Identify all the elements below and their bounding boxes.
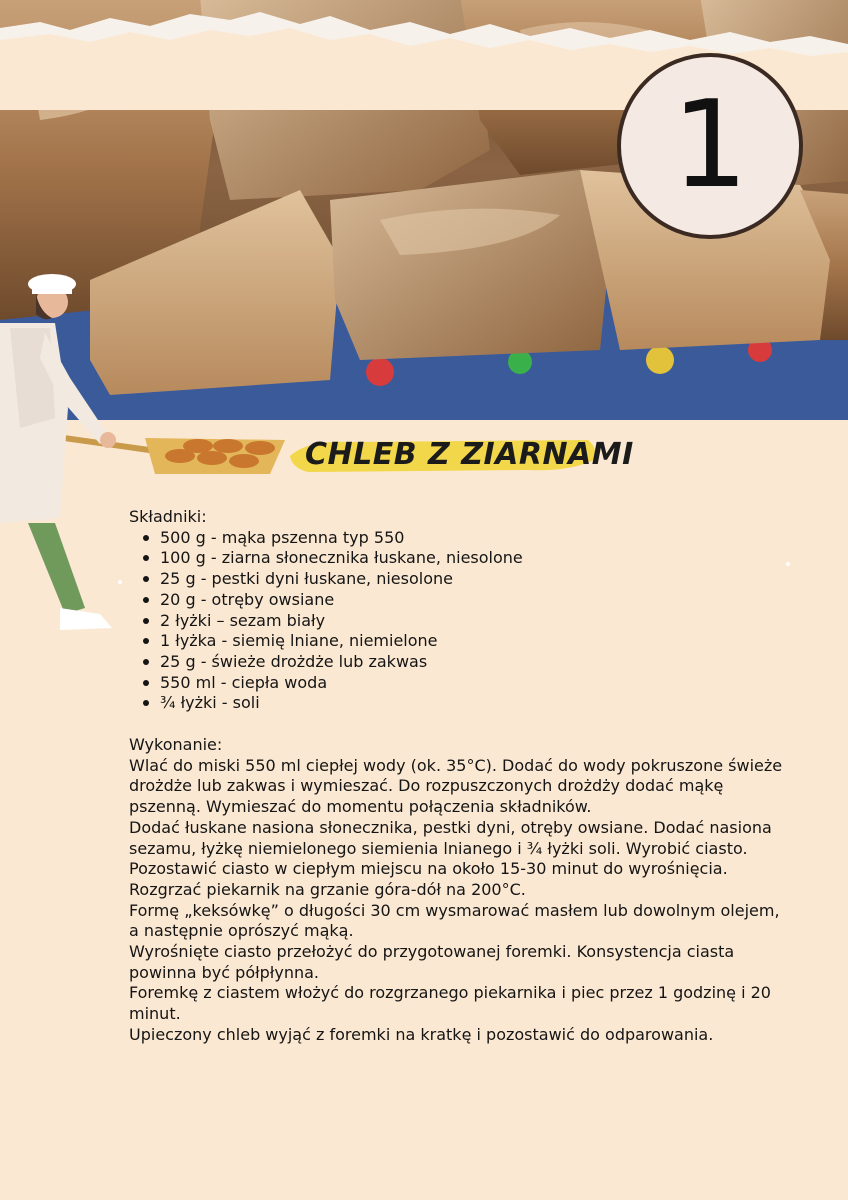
step-paragraph: Rozgrzać piekarnik na grzanie góra-dół na 200°C.: [129, 879, 526, 899]
step-paragraph: Wlać do miski 550 ml ciepłej wody (ok. 35°C). Dodać do wody pokruszone świeże drożdże lub zakwas i wymieszać. Do rozpuszczonych drożdży dodać mąkę pszenną. Wymieszać do momentu połączenia składników.: [129, 755, 783, 817]
ingredient-item: 2 łyżki – sezam biały: [160, 611, 789, 632]
ingredient-item: 500 g - mąka pszenna typ 550: [160, 528, 789, 549]
recipe-number: 1: [671, 76, 749, 215]
step-paragraph: Upieczony chleb wyjąć z foremki na kratkę i pozostawić do odparowania.: [129, 1024, 714, 1044]
step-paragraph: Pozostawić ciasto w ciepłym miejscu na około 15-30 minut do wyrośnięcia.: [129, 859, 728, 879]
recipe-number-badge: [617, 53, 803, 239]
step-paragraph: Dodać łuskane nasiona słonecznika, pestki dyni, otręby owsiane. Dodać nasiona sezamu, łyżkę niemielonego siemienia lnianego i ¾ łyżki soli. Wyrobić ciasto.: [129, 817, 772, 858]
ingredient-item: 25 g - świeże drożdże lub zakwas: [160, 652, 789, 673]
ingredient-item: 20 g - otręby owsiane: [160, 590, 789, 611]
step-paragraph: Formę „keksówkę” o długości 30 cm wysmarować masłem lub dowolnym olejem, a następnie oprószyć mąką.: [129, 900, 780, 941]
ingredient-item: ¾ łyżki - soli: [160, 693, 789, 714]
ingredients-list: [129, 528, 789, 714]
ingredient-item: 550 ml - ciepła woda: [160, 673, 789, 694]
ingredient-item: 1 łyżka - siemię lniane, niemielone: [160, 631, 789, 652]
steps-heading: Wykonanie:: [129, 735, 223, 755]
ingredient-item: 25 g - pestki dyni łuskane, niesolone: [160, 569, 789, 590]
recipe-content: [129, 507, 789, 1046]
step-paragraph: Wyrośnięte ciasto przełożyć do przygotowanej foremki. Konsystencja ciasta powinna być półpłynna.: [129, 942, 735, 982]
recipe-title: CHLEB Z ZIARNAMI: [305, 437, 634, 472]
ingredients-heading: Składniki:: [129, 507, 207, 526]
decorative-dot: [118, 580, 122, 584]
step-paragraph: Foremkę z ciastem włożyć do rozgrzanego piekarnika i piec przez 1 godzinę i 20 minut.: [129, 983, 771, 1024]
decorative-dot: [786, 562, 790, 566]
ingredient-item: 100 g - ziarna słonecznika łuskane, niesolone: [160, 548, 789, 569]
